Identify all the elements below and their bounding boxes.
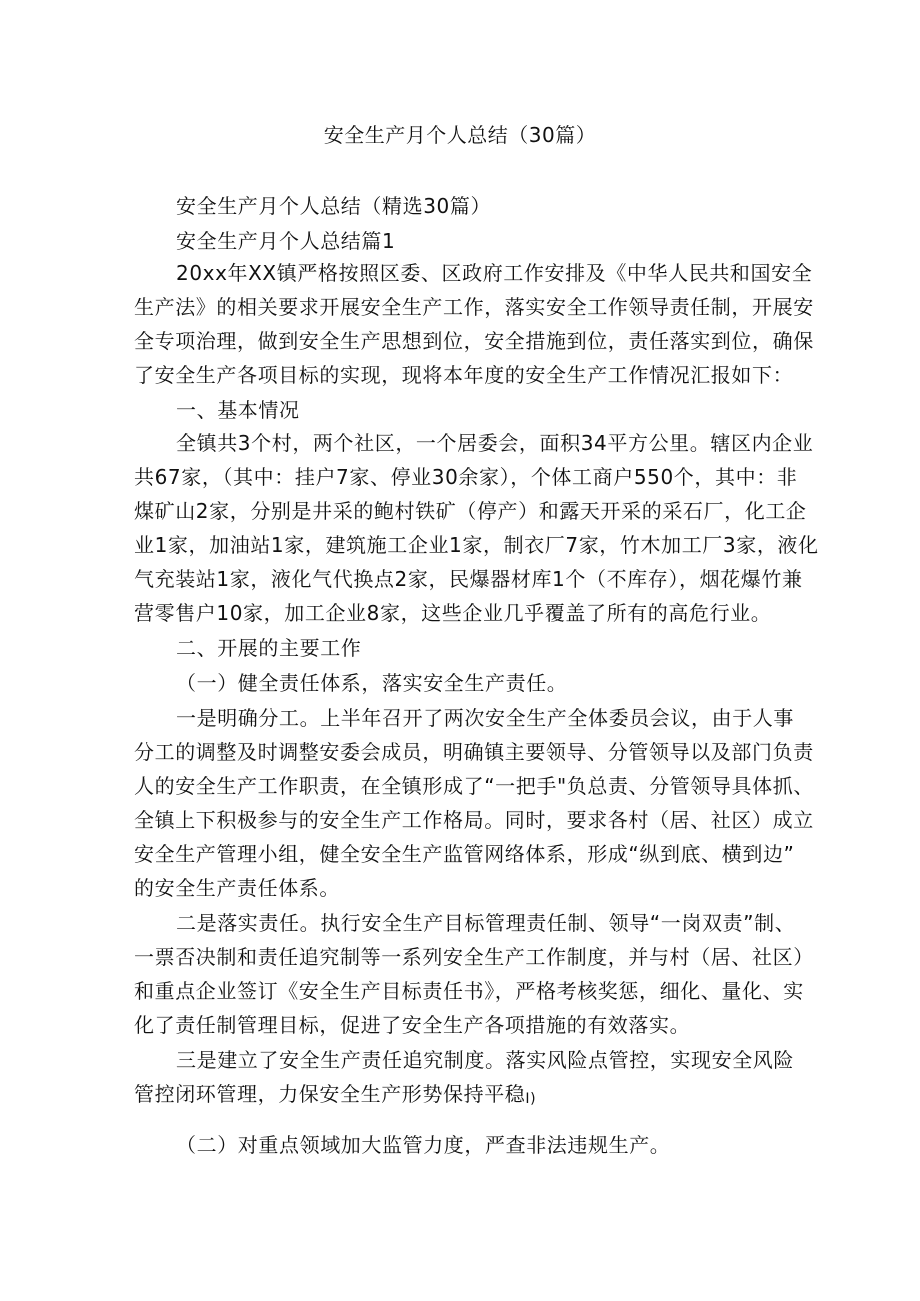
subsection-heading: （二）对重点领域加大监管力度，严查非法违规生产。 [176, 1133, 671, 1157]
paragraph-line: 20xx年XX镇严格按照区委、区政府工作安排及《中华人民共和国安全 [176, 261, 813, 285]
paragraph-line: 全专项治理，做到安全生产思想到位，安全措施到位，责任落实到位，确保 [134, 329, 814, 353]
paragraph-line: 人的安全生产工作职责，在全镇形成了“一把手"负总责、分管领导具体抓、 [134, 774, 814, 798]
document-subtitle: 安全生产月个人总结（精选30篇） [176, 194, 492, 218]
paragraph-line: 二是落实责任。执行安全生产目标管理责任制、领导“一岗双责”制、 [176, 911, 796, 935]
paragraph-line: 共67家，（其中：挂户7家、停业30余家），个体工商户550个，其中：非 [134, 465, 798, 489]
paragraph-line: 的安全生产责任体系。 [134, 876, 340, 900]
paragraph-line: 安全生产管理小组，健全安全生产监管网络体系，形成“纵到底、横到边” [134, 842, 795, 866]
paragraph-line: 化了责任制管理目标，促进了安全生产各项措施的有效落实。 [134, 1013, 691, 1037]
paragraph-line: 营零售户10家，加工企业8家，这些企业几乎覆盖了所有的高危行业。 [134, 601, 772, 625]
section-title: 安全生产月个人总结篇1 [176, 229, 396, 253]
paragraph-line: 和重点企业签订《安全生产目标责任书》，严格考核奖惩，细化、量化、实 [134, 979, 804, 1003]
paragraph-line-text: 管控闭环管理，力保安全生产形势保持平稳 [134, 1082, 526, 1106]
paragraph-line: 生产法》的相关要求开展安全生产工作，落实安全工作领导责任制，开展安 [134, 295, 814, 319]
paragraph-line: 三是建立了安全生产责任追究制度。落实风险点管控，实现安全风险 [176, 1048, 794, 1072]
paragraph-line: 全镇上下积极参与的安全生产工作格局。同时，要求各村（居、社区）成立 [134, 808, 814, 832]
paragraph-line: 一是明确分工。上半年召开了两次安全生产全体委员会议，由于人事 [176, 706, 794, 730]
paragraph-line: 煤矿山2家，分别是井采的鲍村铁矿（停产）和露天开采的采石厂，化工企 [134, 499, 807, 523]
document-title: 安全生产月个人总结（30篇） [323, 123, 597, 147]
section-heading: 一、基本情况 [176, 398, 300, 422]
paragraph-line: 了安全生产各项目标的实现，现将本年度的安全生产工作情况汇报如下： [134, 363, 794, 387]
paragraph-line: 业1家，加油站1家，建筑施工企业1家，制衣厂7家，竹木加工厂3家，液化 [134, 533, 819, 557]
trailing-mark: I) [525, 1091, 537, 1107]
paragraph-line: 分工的调整及时调整安委会成员，明确镇主要领导、分管领导以及部门负责 [134, 740, 814, 764]
paragraph-line: 一票否决制和责任追究制等一系列安全生产工作制度，并与村（居、社区） [134, 945, 814, 969]
paragraph-line: 全镇共3个村，两个社区，一个居委会，面积34平方公里。辖区内企业 [176, 431, 814, 455]
paragraph-line [134, 1079, 536, 1114]
paragraph-line: 气充装站1家，液化气代换点2家，民爆器材库1个（不库存），烟花爆竹兼 [134, 567, 803, 591]
subsection-heading: （一）健全责任体系，落实安全生产责任。 [176, 671, 568, 695]
section-heading: 二、开展的主要工作 [176, 636, 362, 660]
